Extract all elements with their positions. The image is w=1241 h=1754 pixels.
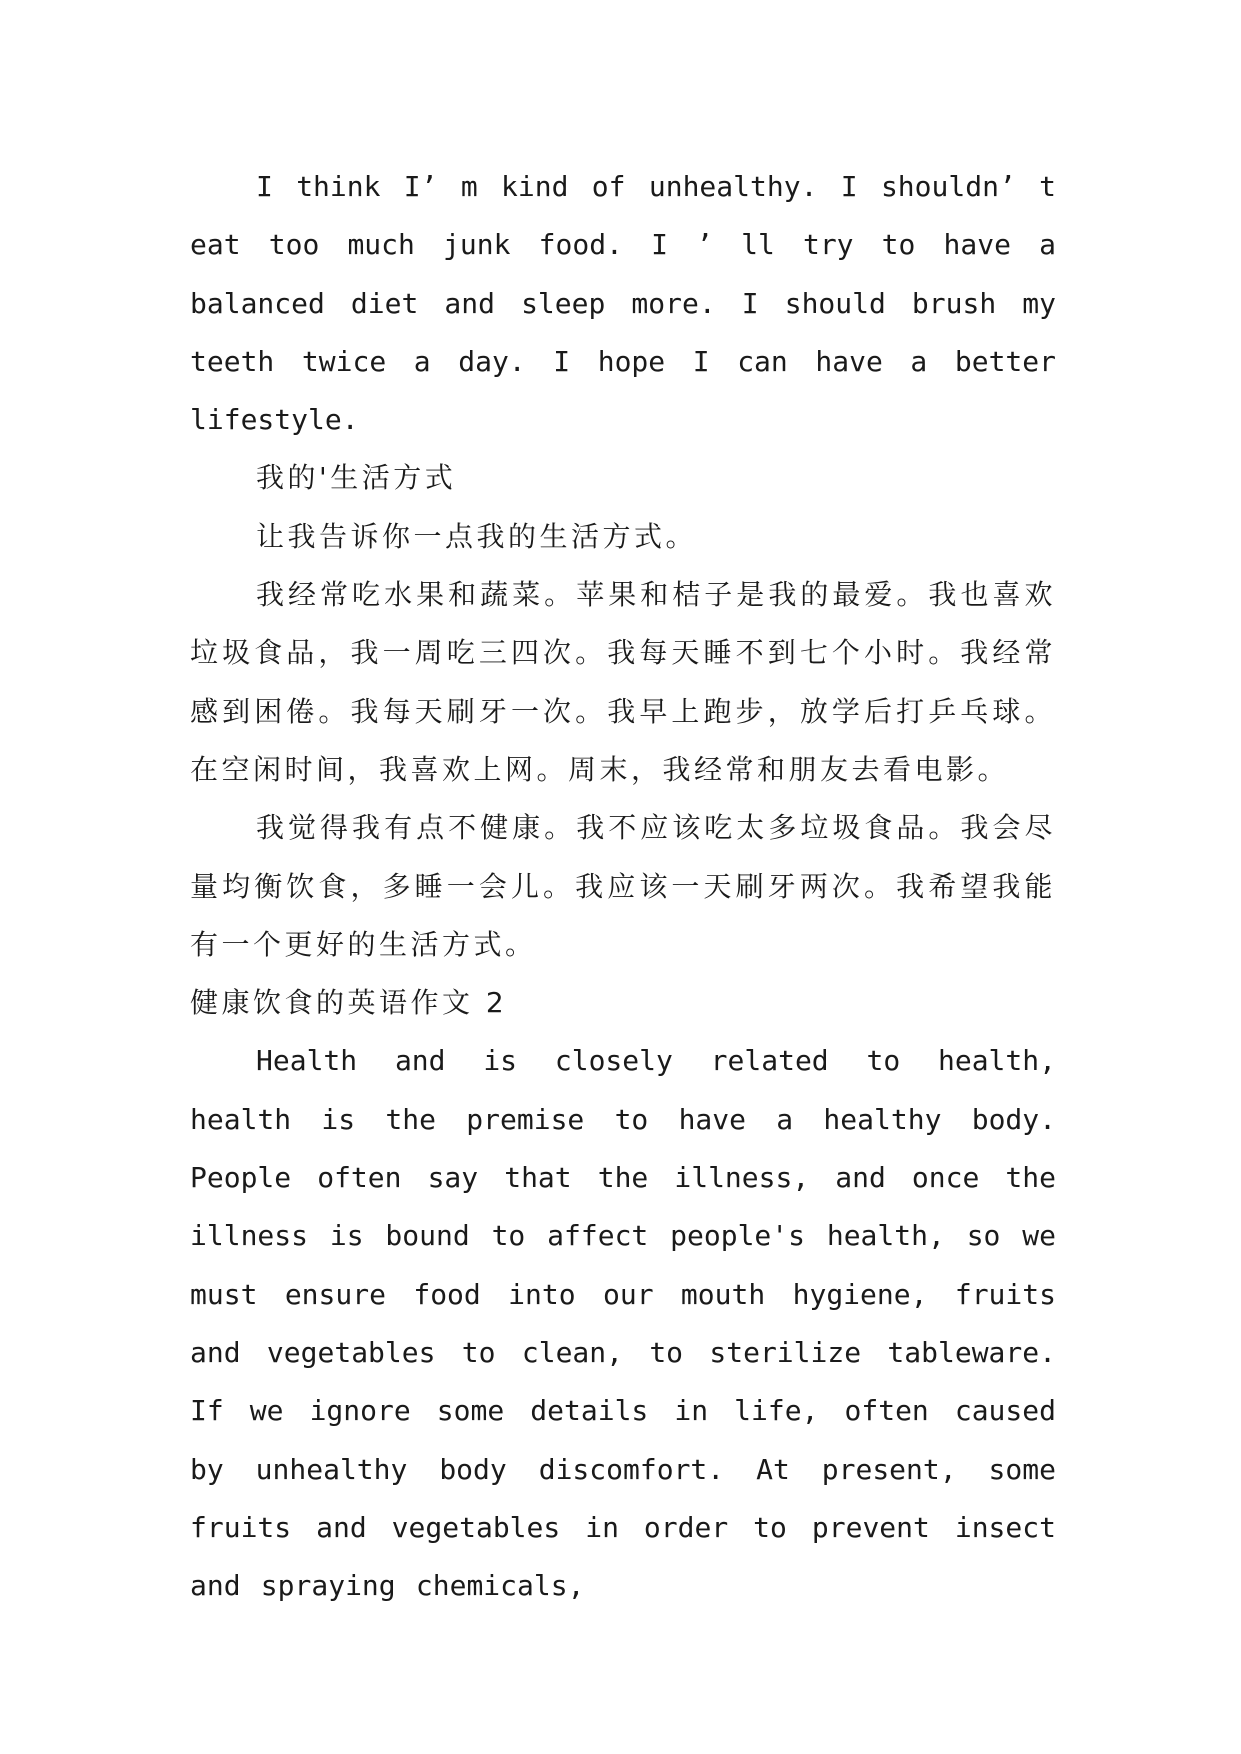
paragraph-intro: 让我告诉你一点我的生活方式。 — [256, 519, 698, 553]
paragraph-title-my-lifestyle: 我的'生活方式 — [256, 461, 457, 495]
paragraph-english-lifestyle-conclusion: I think I’ m kind of unhealthy. I shouldn’ t eat too much junk food. I ’ ll try to have a balanced diet and sleep more. I should brush my teeth twice a day. I hope I can have a better lifestyle. — [190, 170, 1056, 437]
section-heading: 健康饮食的英语作文 2 — [190, 986, 508, 1020]
paragraph-health-essay: Health and is closely related to health, health is the premise to have a healthy body. People often say that the illness, and once the illness is bound to affect people's health, so we must ensure food into our mouth hygiene, fruits and vegetables to clean, to sterilize tableware. If we ignore some details in life, often caused by unhealthy body discomfort. At present, some fruits and vegetables in order to prevent insect and spraying chemicals, — [190, 1044, 1056, 1603]
document-body — [190, 158, 1056, 1615]
paragraph-conclusion-chinese: 我觉得我有点不健康。我不应该吃太多垃圾食品。我会尽量均衡饮食，多睡一会儿。我应该一天刷牙两次。我希望我能有一个更好的生活方式。 — [190, 811, 1056, 961]
paragraph-habits: 我经常吃水果和蔬菜。苹果和桔子是我的最爱。我也喜欢垃圾食品，我一周吃三四次。我每天睡不到七个小时。我经常感到困倦。我每天刷牙一次。我早上跑步，放学后打乒乓球。在空闲时间，我喜欢上网。周末，我经常和朋友去看电影。 — [190, 578, 1056, 786]
